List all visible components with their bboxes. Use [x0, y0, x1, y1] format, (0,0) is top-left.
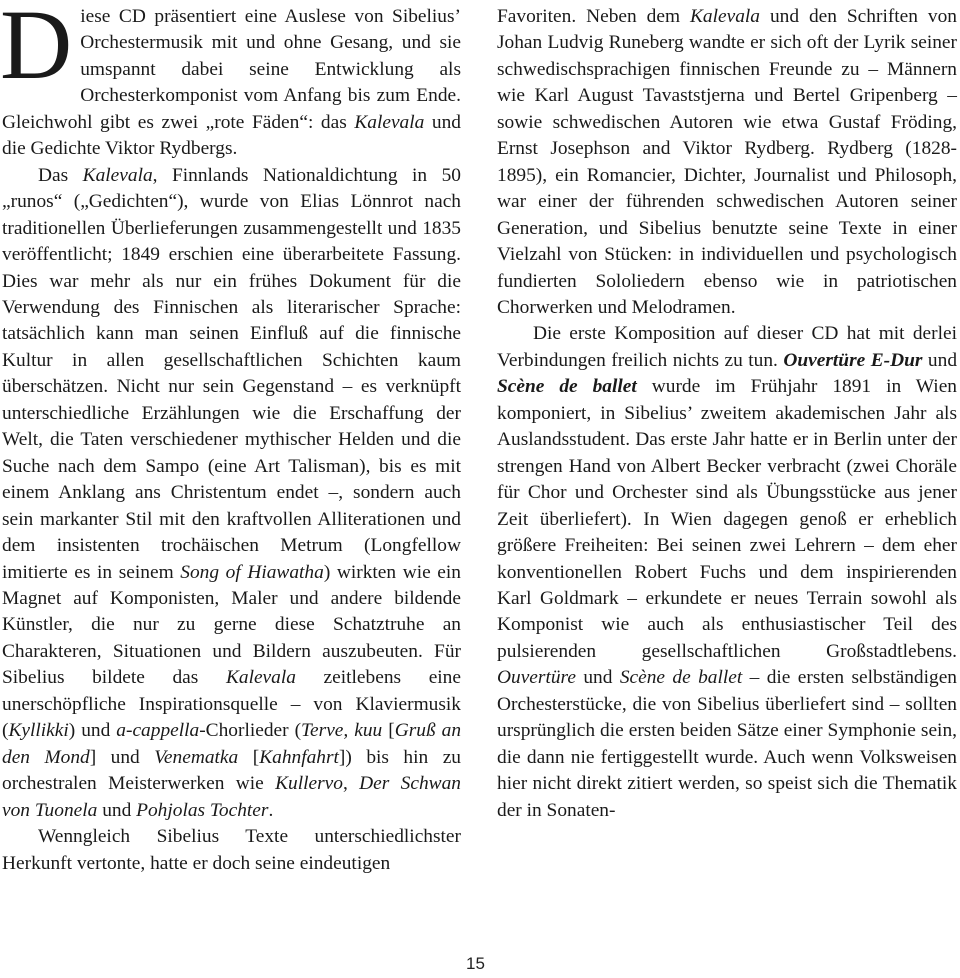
text-run: und	[922, 349, 958, 371]
emphasized-text: Der Schwan von Tuonela	[2, 773, 461, 821]
emphasized-text: Kyllikki	[8, 720, 69, 742]
favorites-paragraph	[497, 4, 957, 321]
text-run: ] und	[89, 746, 155, 768]
text-run: iese CD präsentiert eine Auslese von Sibelius’ Orchestermusik mit und ohne Gesang, und sie umspannt dabei seine Entwicklung als Orchesterkomponist vom Anfang bis zum Ende. Gleichwohl gibt es zwei „rote Fäden“: das	[2, 6, 461, 133]
text-run: ) wirkten wie ein Magnet auf Komponisten, Maler und andere bildende Künstler, die nur zu gerne diese Schatztruhe an Charakteren, Situationen und Bildern auszubeuten. Für Sibelius bildete das	[2, 561, 461, 689]
emphasized-text: Scène de ballet	[619, 667, 743, 689]
text-run: – die ersten selbständigen Orchesterstücke, die von Sibelius überliefert sind – sollten ursprünglich die ersten beiden Sätze einer Symphonie sein, die dann nie fertiggestellt wurde. Auch wenn Volksweisen hier nicht direkt zitiert werden, so speist sich die Thematik der in Sonaten-	[497, 667, 958, 821]
right-column	[497, 4, 957, 824]
text-run: , Finnlands Nationaldichtung in 50 „runos“ („Gedichten“), wurde von Elias Lönnrot nach traditionellen Überlieferungen zusammengestellt und 1835 veröffentlicht; 1849 erschien eine überarbeitete Fassung. Dies war mehr als nur ein frühes Dokument für die Verwendung des Finnischen als literarischer Sprache: tatsächlich kann man seinen Einfluß auf die finnische Kultur in allen gesellschaftlichen Schichten kaum überschätzen. Nicht nur sein Gegenstand – es verknüpft unterschiedliche Erzählungen wie die Erschaffung der Welt, die Taten verschiedener mythischer Helden und die Suche nach dem Sampo (eine Art Talisman), bis es mit einem Anklang ans Christentum endet –, sondern auch sein markanter Stil mit den kraftvollen Alliterationen und dem insistenten trochäischen Metrum (Longfellow imitierte es in seinem	[2, 164, 461, 583]
text-run: und den Schriften von Johan Ludvig Runeberg wandte er sich oft der Lyrik seiner schwedischsprachigen finnischen Freunde zu – Männern wie Karl August Tavaststjerna und Bertel Gripenberg – sowie schwedischen Autoren wie etwa Gustaf Fröding, Ernst Josephson and Viktor Rydberg. Rydberg (1828-1895), ein Romancier, Dichter, Journalist und Philosoph, war einer der führenden schwedischen Autoren seiner Generation, und Sibelius benutzte seine Texte in einer Vielzahl von Stücken: in individuellen und psychologisch fundierten Sololiedern ebenso wie in patriotischen Chorwerken und Melodramen.	[497, 6, 958, 318]
emphasized-text: Kalevala	[689, 6, 760, 27]
text-run: Wenngleich Sibelius Texte unterschiedlichster Herkunft vertonte, hatte er doch seine eindeutigen	[2, 826, 461, 874]
emphasized-text: Song of Hiawatha	[180, 561, 324, 583]
emphasized-text: a-cappella	[116, 720, 200, 742]
emphasized-text: Pohjolas Tochter	[136, 799, 269, 821]
text-run: wurde im Frühjahr 1891 in Wien komponiert, in Sibelius’ zweitem akademischen Jahr als Auslandsstudent. Das erste Jahr hatte er in Berlin unter der strengen Hand von Albert Becker verbracht (zwei Choräle für Chor und Orchester sind als Übungsstücke aus jener Zeit überliefert). In Wien dagegen genoß er erheblich größere Freiheiten: Bei seinen zwei Lehrern – dem eher konventionellen Robert Fuchs und dem inspirierenden Karl Goldmark – erkundete er neues Terrain sowohl als Komponist wie auch als enthusiastischer Teil des pulsierenden gesellschaftlichen Großstadtlebens.	[497, 376, 957, 662]
text-run: ,	[342, 773, 360, 795]
text-run: Das	[38, 164, 83, 186]
text-run: .	[268, 799, 274, 821]
page-number: 15	[466, 954, 485, 973]
emphasized-text: Scène de ballet	[497, 376, 637, 398]
text-run: [	[238, 746, 260, 768]
texts-paragraph-start	[2, 824, 461, 877]
text-run: zeitlebens eine unerschöpfliche Inspirationsquelle – von Klaviermusik (	[2, 667, 461, 742]
emphasized-text: Venematka	[154, 746, 239, 768]
text-run: und die Gedichte Viktor Rydbergs.	[2, 111, 461, 160]
text-run: ]) bis hin zu orchestralen Meisterwerken wie	[2, 746, 461, 795]
drop-cap: D	[0, 0, 73, 100]
emphasized-text: Kalevala	[82, 164, 153, 186]
emphasized-text: Gruß an den Mond	[2, 720, 462, 768]
kalevala-paragraph	[2, 163, 461, 824]
emphasized-text: Ouvertüre E-Dur	[783, 349, 923, 371]
text-run: und	[97, 799, 137, 821]
intro-paragraph	[0, 0, 461, 163]
emphasized-text: Kalevala	[225, 667, 296, 689]
emphasized-text: Kalevala	[354, 111, 425, 133]
text-run: ) und	[68, 720, 117, 742]
text-run: [	[382, 720, 395, 742]
text-run: Die erste Komposition auf dieser CD hat mit derlei Verbindungen freilich nichts zu tun.	[497, 323, 957, 371]
text-run: und	[575, 667, 620, 689]
emphasized-text: Terve, kuu	[301, 720, 383, 742]
left-column	[0, 0, 462, 877]
emphasized-text: Ouvertüre	[497, 667, 576, 689]
text-run: -Chorlieder (	[199, 720, 302, 742]
overture-paragraph	[497, 321, 957, 824]
emphasized-text: Kullervo	[275, 773, 343, 795]
emphasized-text: Kahnfahrt	[259, 746, 339, 768]
text-run: Favoriten. Neben dem	[497, 6, 690, 27]
